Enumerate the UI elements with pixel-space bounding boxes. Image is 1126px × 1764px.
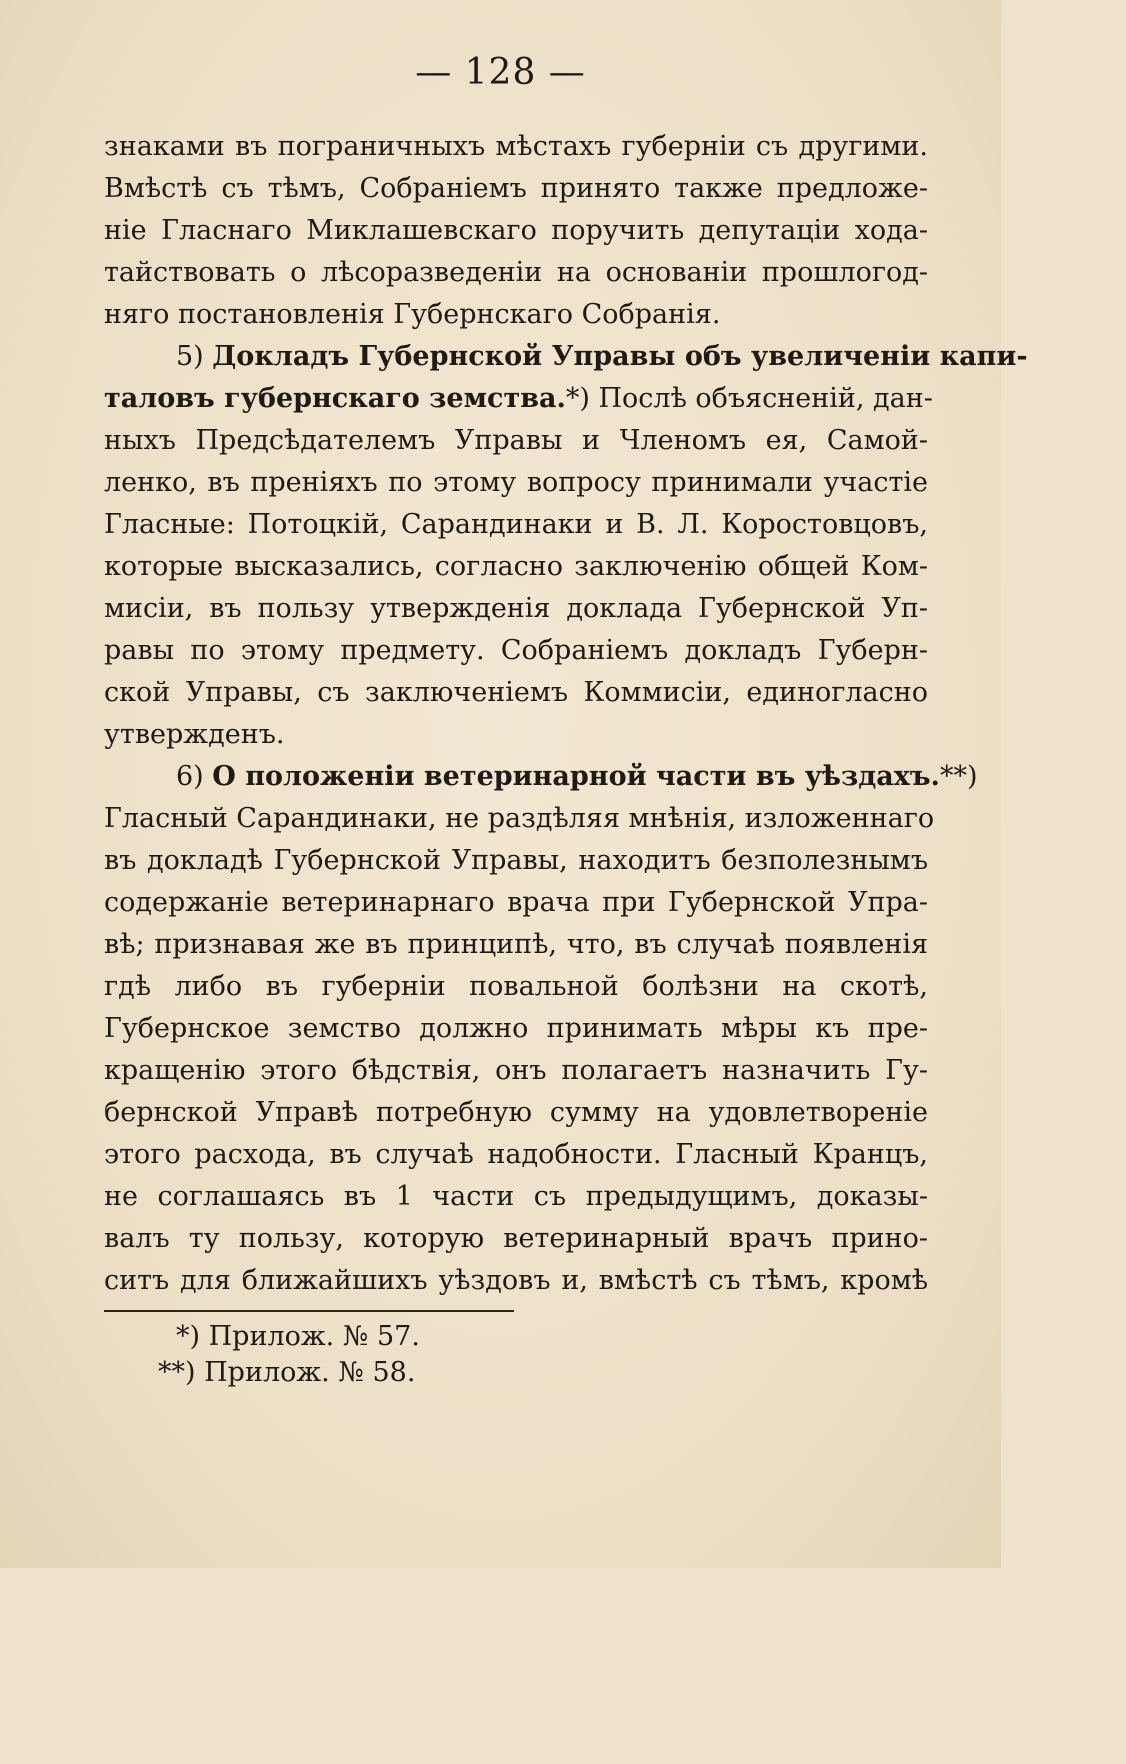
text-line: Гласные: Потоцкій, Сарандинаки и В. Л. Коростовцовъ,: [104, 509, 928, 540]
text-line: мисіи, въ пользу утвержденія доклада Губернской Уп-: [104, 593, 928, 624]
text-line: гдѣ либо въ губерніи повальной болѣзни на скотѣ,: [104, 971, 928, 1002]
footnote: *) Прилож. № 57.: [176, 1321, 420, 1352]
footnote: **) Прилож. № 58.: [158, 1357, 416, 1388]
text-line: въ докладѣ Губернской Управы, находитъ безполезнымъ: [104, 845, 928, 876]
text-line: этого расхода, въ случаѣ надобности. Гласный Кранцъ,: [104, 1139, 928, 1170]
text-line: знаками въ пограничныхъ мѣстахъ губерніи съ другими.: [104, 131, 928, 162]
text-line: Вмѣстѣ съ тѣмъ, Собраніемъ принято также предложе-: [104, 173, 928, 204]
text-line: бернской Управѣ потребную сумму на удовлетвореніе: [104, 1097, 928, 1128]
text-line: равы по этому предмету. Собраніемъ докладъ Губерн-: [104, 635, 928, 666]
text-line: не соглашаясь въ 1 части съ предыдущимъ, доказы-: [104, 1181, 928, 1212]
page-number: — 128 —: [415, 52, 586, 93]
text-line: тайствовать о лѣсоразведеніи на основаніи прошлогод-: [104, 257, 928, 288]
text-line: которые высказались, согласно заключенію общей Ком-: [104, 551, 928, 582]
text-line: валъ ту пользу, которую ветеринарный врачъ прино-: [104, 1223, 928, 1254]
section-heading-line: 6) О положеніи ветеринарной части въ уѣздахъ.**): [176, 761, 978, 792]
text-line: ской Управы, съ заключеніемъ Коммисіи, единогласно: [104, 677, 928, 708]
text-line: ленко, въ преніяхъ по этому вопросу принимали участіе: [104, 467, 928, 498]
text-line: няго постановленія Губернскаго Собранія.: [104, 299, 721, 330]
text-line: Губернское земство должно принимать мѣры къ пре-: [104, 1013, 928, 1044]
text-line: вѣ; признавая же въ принципѣ, что, въ случаѣ появленія: [104, 929, 928, 960]
text-line: утвержденъ.: [104, 719, 285, 750]
text-line: ніе Гласнаго Миклашевскаго поручить депутаціи хода-: [104, 215, 928, 246]
footnote-divider: [104, 1310, 514, 1312]
text-line: таловъ губернскаго земства.*) Послѣ объясненій, дан-: [104, 383, 933, 414]
text-line: ситъ для ближайшихъ уѣздовъ и, вмѣстѣ съ тѣмъ, кромѣ: [104, 1265, 928, 1296]
text-line: содержаніе ветеринарнаго врача при Губернской Упра-: [104, 887, 928, 918]
text-line: ныхъ Предсѣдателемъ Управы и Членомъ ея, Самой-: [104, 425, 928, 456]
text-line: кращенію этого бѣдствія, онъ полагаетъ назначить Гу-: [104, 1055, 928, 1086]
text-line: Гласный Сарандинаки, не раздѣляя мнѣнія, изложеннаго: [104, 803, 935, 834]
section-heading-line: 5) Докладъ Губернской Управы объ увеличеніи капи-: [176, 341, 1028, 372]
